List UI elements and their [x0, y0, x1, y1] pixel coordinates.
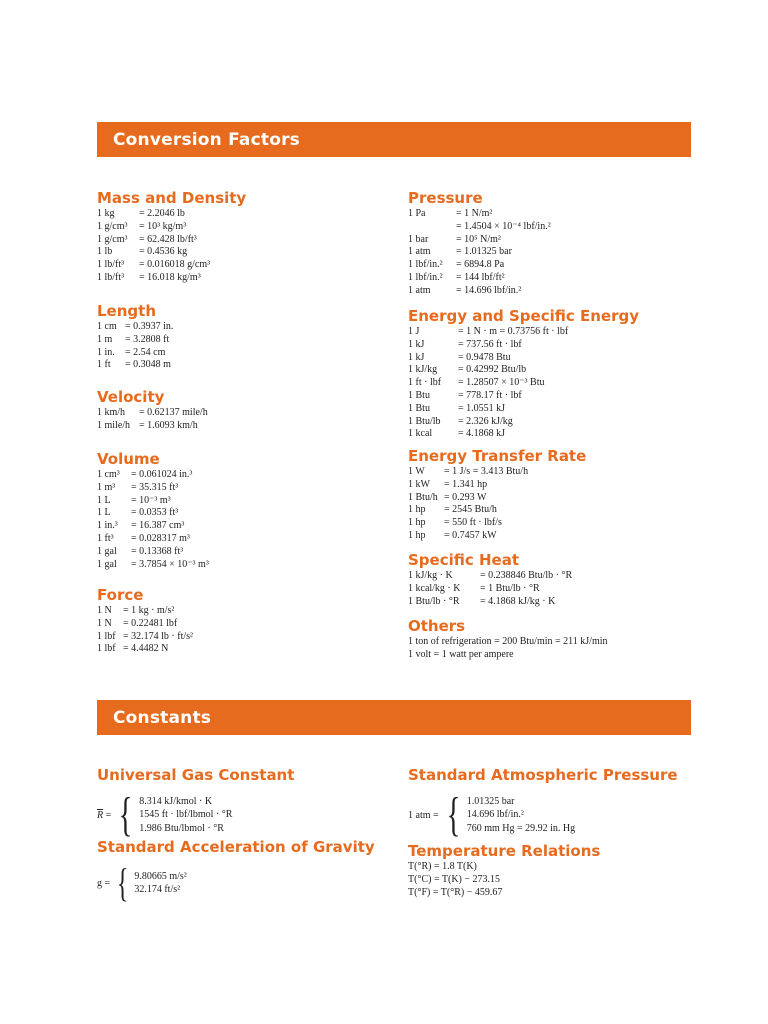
conversion-row [97, 334, 173, 347]
conversion-row [408, 352, 639, 365]
conversion-row [408, 887, 600, 900]
conversion-value: = 0.13368 ft³ [131, 545, 184, 557]
conversion-row [408, 570, 572, 583]
value-list [134, 870, 186, 897]
unit-label: 1 m [97, 333, 113, 345]
conversion-value: = 32.174 lb · ft/s² [123, 630, 194, 642]
conversion-value: = 2.326 kJ/kg [458, 415, 513, 427]
unit-label: 1 lbf/in.² [408, 259, 443, 271]
conversion-value: = 1 N/m² [456, 208, 493, 219]
conversion-value: = 4.1868 kJ/kg · K [480, 595, 556, 607]
conversion-value: = 14.696 lbf/in.² [456, 284, 522, 296]
section-title: Others [408, 617, 466, 635]
brace-icon: { [118, 788, 133, 841]
conversion-value: = 1.341 hp [444, 478, 488, 490]
conversion-list [408, 570, 572, 608]
conversion-row [97, 495, 209, 508]
conversion-value: = 1.4504 × 10⁻⁴ lbf/in.² [456, 220, 551, 232]
unit-label: 1 lbf [97, 643, 116, 655]
conversion-row [408, 326, 639, 339]
conversion-value: = 62.428 lb/ft³ [139, 233, 197, 245]
conversion-row [408, 259, 551, 272]
gas-constant-lhs: $\overline{R}$ = [97, 809, 112, 821]
conversion-row [408, 479, 586, 492]
unit-label: 1 lbf [97, 630, 116, 642]
conversion-row [408, 403, 639, 416]
conversion-list [97, 469, 209, 571]
conversion-value: = 0.42992 Btu/lb [458, 364, 527, 376]
value-list [467, 795, 575, 836]
conversion-row [97, 605, 193, 618]
conversion-value: = 550 ft · lbf/s [444, 517, 502, 529]
conversion-value: = 1 Btu/lb · °R [480, 582, 540, 594]
conversion-list [97, 208, 246, 285]
temperature-section [408, 842, 600, 899]
conversion-list [408, 861, 600, 899]
velocity-section [97, 388, 208, 433]
unit-label: 1 Btu [408, 389, 430, 401]
section-title: Specific Heat [408, 551, 519, 569]
conversion-value: = 0.7457 kW [444, 529, 497, 541]
unit-label: 1 bar [408, 233, 429, 245]
conversion-value: = 1.01325 bar [456, 246, 512, 258]
conversion-row [408, 208, 551, 221]
conversion-value: = 4.1868 kJ [458, 428, 506, 440]
section-title: Universal Gas Constant [97, 766, 295, 784]
conversion-row [408, 466, 586, 479]
conversion-row [408, 874, 600, 887]
unit-label: 1 in. [97, 346, 115, 358]
conversion-row [408, 390, 639, 403]
conversion-row [408, 861, 600, 874]
unit-label: 1 g/cm³ [97, 233, 128, 245]
conversion-value: = 778.17 ft · lbf [458, 389, 522, 401]
conversion-value: T(°F) = T(°R) − 459.67 [408, 886, 503, 898]
conversion-value: = 0.293 W [444, 491, 487, 503]
section-title: Volume [97, 450, 160, 468]
conversion-list [408, 326, 639, 441]
unit-label: 1 gal [97, 545, 117, 557]
conversion-value: = 10⁻³ m³ [131, 494, 171, 506]
gas-constant-values [97, 788, 294, 841]
brace-icon: { [116, 860, 129, 905]
section-title: Energy Transfer Rate [408, 447, 587, 465]
conversion-row [97, 469, 209, 482]
conversion-value: = 0.028317 m³ [131, 532, 190, 544]
pressure-section [408, 189, 551, 298]
unit-label: 1 J [408, 326, 420, 337]
conversion-row [408, 234, 551, 247]
section-title: Length [97, 302, 156, 320]
conversion-row [97, 407, 208, 420]
conversion-value: = 0.016018 g/cm³ [139, 259, 211, 271]
conversion-value: = 16.018 kg/m³ [139, 271, 201, 283]
unit-label: 1 mile/h [97, 419, 131, 431]
unit-label: 1 Btu [408, 402, 430, 414]
conversion-row [97, 221, 246, 234]
volume-section [97, 450, 209, 571]
constant-value: 1.986 Btu/lbmol · °R [139, 822, 224, 834]
conversion-value: = 0.22481 lbf [123, 617, 178, 629]
unit-label: 1 L [97, 494, 111, 506]
conversion-row [97, 643, 193, 656]
constant-value: 32.174 ft/s² [134, 884, 181, 895]
section-title: Temperature Relations [408, 842, 601, 860]
constants-banner [97, 700, 691, 735]
conversion-row [408, 377, 639, 390]
specific-heat-section [408, 551, 572, 608]
conversion-factors-banner [97, 122, 691, 157]
conversion-value: = 0.62137 mile/h [139, 407, 208, 418]
conversion-value: = 1 kg · m/s² [123, 605, 175, 616]
conversion-value: T(°C) = T(K) − 273.15 [408, 873, 501, 885]
conversion-value: = 0.0353 ft³ [131, 507, 179, 519]
conversion-row [408, 285, 551, 298]
conversion-value: = 144 lbf/ft² [456, 271, 505, 283]
conversion-value: = 4.4482 N [123, 643, 169, 655]
conversion-row [97, 520, 209, 533]
section-title: Force [97, 586, 144, 604]
unit-label: 1 kg [97, 208, 115, 219]
conversion-row [97, 618, 193, 631]
conversion-value: = 3.2808 ft [125, 333, 170, 345]
unit-label: 1 N [97, 605, 112, 616]
conversion-row [97, 347, 173, 360]
brace-icon: { [446, 788, 461, 841]
constant-value: 14.696 lbf/in.² [466, 809, 524, 821]
unit-label: 1 lb/ft³ [97, 271, 125, 283]
conversion-value: = 3.7854 × 10⁻³ m³ [131, 558, 209, 570]
atm-pressure-values [408, 788, 678, 841]
conversion-row [97, 321, 173, 334]
conversion-row [408, 272, 551, 285]
unit-label: 1 kJ/kg [408, 364, 438, 376]
constant-value: 9.80665 m/s² [134, 870, 187, 882]
conversion-value: 1 ton of refrigeration = 200 Btu/min = 211 kJ/min [408, 636, 608, 647]
unit-label: 1 ft [97, 359, 111, 371]
unit-label: 1 g/cm³ [97, 220, 128, 232]
conversion-list [97, 321, 173, 372]
conversion-value: = 1.28507 × 10⁻³ Btu [458, 377, 545, 389]
atm-pressure-section [408, 766, 678, 839]
unit-label: 1 kW [408, 478, 430, 490]
unit-label: 1 atm [408, 284, 431, 296]
unit-label: 1 kJ [408, 351, 425, 363]
unit-label: 1 Btu/lb · °R [408, 595, 460, 607]
unit-label: 1 Pa [408, 208, 426, 219]
conversion-value: = 2.54 cm [125, 346, 166, 358]
conversion-value: = 16.387 cm³ [131, 520, 185, 532]
value-list [139, 795, 232, 836]
conversion-value: = 0.4536 kg [139, 246, 188, 258]
unit-label: 1 ft · lbf [408, 377, 442, 389]
unit-label: 1 ft³ [97, 532, 114, 544]
conversion-row [408, 246, 551, 259]
conversion-row [97, 507, 209, 520]
section-title: Standard Acceleration of Gravity [97, 838, 375, 856]
unit-label: 1 N [97, 617, 112, 629]
unit-label: 1 atm [408, 246, 431, 258]
section-title: Mass and Density [97, 189, 247, 207]
constants-title: Constants [113, 707, 212, 728]
conversion-value: = 0.3048 m [125, 359, 171, 371]
conversion-value: = 10³ kg/m³ [139, 220, 187, 232]
conversion-value: T(°R) = 1.8 T(K) [408, 861, 477, 872]
energy-section [408, 307, 639, 441]
conversion-row [97, 272, 246, 285]
unit-label: 1 L [97, 507, 111, 519]
conversion-value: = 10⁵ N/m² [456, 233, 501, 245]
conversion-value: = 0.9478 Btu [458, 351, 511, 363]
section-title: Energy and Specific Energy [408, 307, 639, 325]
mass-density-section [97, 189, 246, 285]
conversion-value: = 0.061024 in.³ [131, 469, 193, 480]
conversion-value: = 35.315 ft³ [131, 481, 179, 493]
energy-transfer-section [408, 447, 586, 543]
conversion-row [408, 636, 608, 649]
conversion-row [408, 517, 586, 530]
conversion-list [408, 636, 608, 662]
unit-label: 1 kcal/kg · K [408, 582, 461, 594]
conversion-row [97, 208, 246, 221]
constant-value: 1.01325 bar [466, 795, 515, 807]
unit-label: 1 kJ [408, 338, 425, 350]
unit-label: 1 lbf/in.² [408, 271, 443, 283]
conversion-row [408, 596, 572, 609]
conversion-row [408, 504, 586, 517]
conversion-row [408, 221, 551, 234]
unit-label: 1 kJ/kg · K [408, 570, 453, 581]
conversion-row [97, 234, 246, 247]
unit-label: 1 m³ [97, 481, 116, 493]
conversion-value: = 2.2046 lb [139, 208, 185, 219]
unit-label: 1 gal [97, 558, 117, 570]
unit-label: 1 Btu/h [408, 491, 438, 503]
conversion-row [97, 246, 246, 259]
conversion-row [97, 533, 209, 546]
unit-label: 1 hp [408, 504, 426, 516]
unit-label: 1 cm [97, 321, 117, 332]
unit-label: 1 in.³ [97, 520, 118, 532]
others-section [408, 617, 608, 662]
conversion-value: = 1 J/s = 3.413 Btu/h [444, 466, 529, 477]
conversion-row [97, 482, 209, 495]
unit-label: 1 hp [408, 517, 426, 529]
conversion-value: = 0.3937 in. [125, 321, 174, 332]
conversion-row [408, 428, 639, 441]
conversion-list [97, 407, 208, 433]
conversion-row [408, 416, 639, 429]
conversion-list [408, 466, 586, 543]
conversion-row [408, 530, 586, 543]
conversion-row [97, 546, 209, 559]
constant-value: 1545 ft · lbf/lbmol · °R [139, 809, 233, 821]
unit-label: 1 km/h [97, 407, 126, 418]
conversion-value: = 1.0551 kJ [458, 402, 506, 414]
conversion-value: = 1 N · m = 0.73756 ft · lbf [458, 326, 569, 337]
unit-label: 1 kcal [408, 428, 433, 440]
section-title: Pressure [408, 189, 483, 207]
conversion-row [408, 583, 572, 596]
gravity-section [97, 838, 375, 903]
conversion-list [97, 605, 193, 656]
conversion-list [408, 208, 551, 298]
conversion-value: = 6894.8 Pa [456, 259, 505, 271]
conversion-value: = 0.238846 Btu/lb · °R [480, 570, 573, 581]
section-title: Standard Atmospheric Pressure [408, 766, 678, 784]
conversion-value: = 737.56 ft · lbf [458, 338, 522, 350]
conversion-row [408, 649, 608, 662]
unit-label: 1 hp [408, 529, 426, 541]
unit-label [408, 221, 456, 234]
conversion-value: = 2545 Btu/h [444, 504, 497, 516]
conversion-row [97, 631, 193, 644]
length-section [97, 302, 173, 372]
section-title: Velocity [97, 388, 165, 406]
conversion-row [97, 259, 246, 272]
constant-value: 8.314 kJ/kmol · K [139, 795, 213, 807]
conversion-row [408, 364, 639, 377]
conversion-factors-title: Conversion Factors [113, 129, 300, 150]
conversion-row [408, 339, 639, 352]
conversion-row [97, 559, 209, 572]
unit-label: 1 lb/ft³ [97, 259, 125, 271]
gas-constant-section [97, 766, 294, 839]
unit-label: 1 Btu/lb [408, 415, 441, 427]
force-section [97, 586, 193, 656]
unit-label: 1 lb [97, 246, 113, 258]
conversion-value: = 1.6093 km/h [139, 419, 198, 431]
conversion-row [97, 420, 208, 433]
constant-value: 760 mm Hg = 29.92 in. Hg [466, 822, 576, 834]
unit-label: 1 cm³ [97, 469, 120, 480]
conversion-value: 1 volt = 1 watt per ampere [408, 648, 514, 660]
gravity-lhs: g = [97, 877, 111, 889]
atm-pressure-lhs: 1 atm = [408, 809, 439, 821]
unit-label: 1 W [408, 466, 425, 477]
conversion-row [97, 359, 173, 372]
gravity-values [97, 860, 375, 905]
conversion-row [408, 492, 586, 505]
